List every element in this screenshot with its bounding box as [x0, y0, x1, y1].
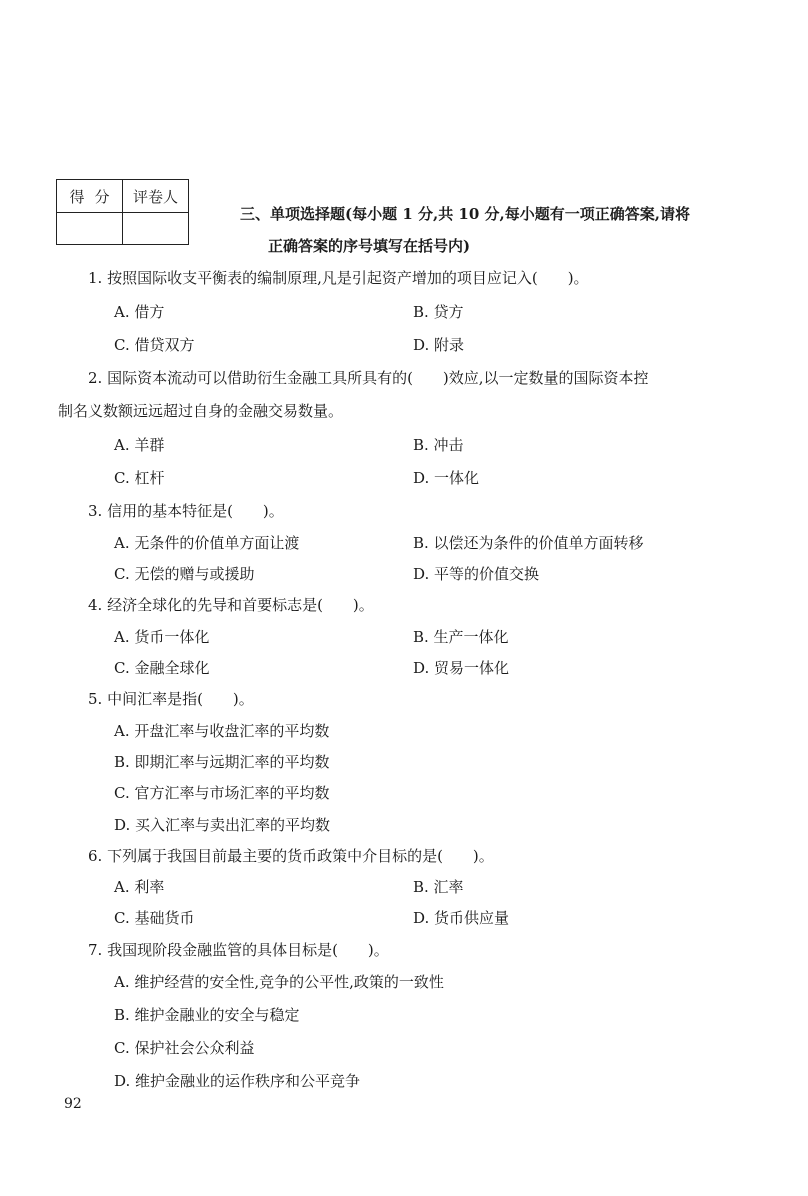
- option[interactable]: A. 借方: [114, 303, 165, 321]
- option[interactable]: B. 汇率: [413, 878, 464, 896]
- question-stem-continued: 制名义数额远远超过自身的金融交易数量。: [58, 402, 344, 420]
- option[interactable]: B. 冲击: [413, 436, 464, 454]
- grader-label: 评卷人: [123, 180, 188, 213]
- option[interactable]: C. 借贷双方: [114, 336, 195, 354]
- grader-field[interactable]: [123, 213, 188, 244]
- option[interactable]: A. 无条件的价值单方面让渡: [114, 534, 300, 552]
- question-stem: 1. 按照国际收支平衡表的编制原理,凡是引起资产增加的项目应记入( )。: [88, 269, 589, 287]
- section-title-line1: 三、单项选择题(每小题 1 分,共 10 分,每小题有一项正确答案,请将: [240, 205, 690, 223]
- option[interactable]: D. 贸易一体化: [413, 659, 510, 677]
- option[interactable]: D. 买入汇率与卖出汇率的平均数: [114, 816, 331, 834]
- option[interactable]: B. 生产一体化: [413, 628, 509, 646]
- option[interactable]: D. 一体化: [413, 469, 480, 487]
- option[interactable]: D. 维护金融业的运作秩序和公平竞争: [114, 1072, 361, 1090]
- score-label: 得分: [57, 180, 123, 213]
- option[interactable]: B. 即期汇率与远期汇率的平均数: [114, 753, 330, 771]
- question-stem: 7. 我国现阶段金融监管的具体目标是( )。: [88, 941, 389, 959]
- option[interactable]: C. 官方汇率与市场汇率的平均数: [114, 784, 330, 802]
- option[interactable]: C. 基础货币: [114, 909, 195, 927]
- option[interactable]: A. 维护经营的安全性,竞争的公平性,政策的一致性: [114, 973, 444, 991]
- option[interactable]: C. 杠杆: [114, 469, 165, 487]
- section-title-line2: 正确答案的序号填写在括号内): [268, 237, 471, 255]
- question-stem: 6. 下列属于我国目前最主要的货币政策中介目标的是( )。: [88, 847, 494, 865]
- question-stem: 4. 经济全球化的先导和首要标志是( )。: [88, 596, 374, 614]
- option[interactable]: B. 贷方: [413, 303, 464, 321]
- question-stem: 5. 中间汇率是指( )。: [88, 690, 254, 708]
- score-box: [56, 179, 189, 245]
- question-stem: 2. 国际资本流动可以借助衍生金融工具所具有的( )效应,以一定数量的国际资本控: [88, 369, 649, 387]
- option[interactable]: B. 以偿还为条件的价值单方面转移: [413, 534, 644, 552]
- option[interactable]: A. 羊群: [114, 436, 165, 454]
- option[interactable]: A. 开盘汇率与收盘汇率的平均数: [114, 722, 330, 740]
- score-field[interactable]: [57, 213, 123, 244]
- option[interactable]: A. 利率: [114, 878, 165, 896]
- option[interactable]: D. 平等的价值交换: [413, 565, 540, 583]
- option[interactable]: C. 无偿的赠与或援助: [114, 565, 255, 583]
- option[interactable]: D. 货币供应量: [413, 909, 510, 927]
- option[interactable]: C. 金融全球化: [114, 659, 210, 677]
- option[interactable]: C. 保护社会公众利益: [114, 1039, 255, 1057]
- option[interactable]: D. 附录: [413, 336, 465, 354]
- question-stem: 3. 信用的基本特征是( )。: [88, 502, 284, 520]
- page-number: 92: [64, 1096, 82, 1112]
- option[interactable]: B. 维护金融业的安全与稳定: [114, 1006, 300, 1024]
- option[interactable]: A. 货币一体化: [114, 628, 210, 646]
